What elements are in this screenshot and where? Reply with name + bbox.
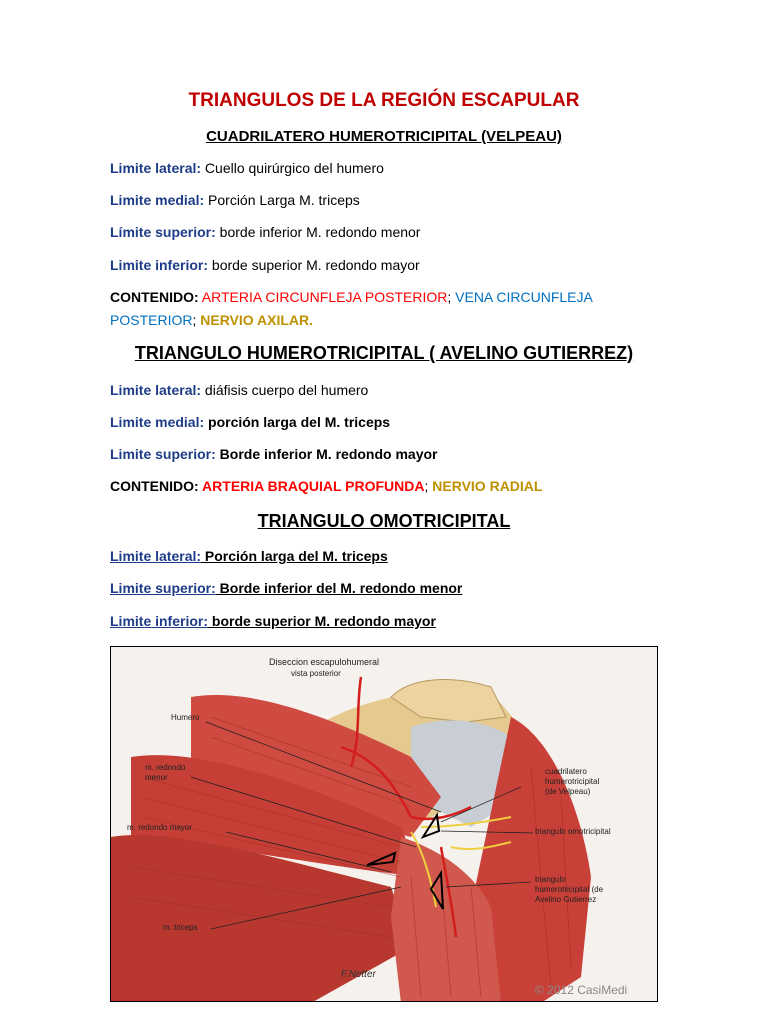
s2-medial-value: porción larga del M. triceps bbox=[204, 414, 391, 430]
s2-contenido bbox=[110, 478, 542, 494]
s1-inferior-label: Limite inferior: bbox=[110, 257, 209, 273]
label-humero: Humero bbox=[171, 713, 200, 722]
s3-superior-label: Limite superior: bbox=[110, 580, 216, 596]
label-avelino-2: humerotricipital (de bbox=[535, 885, 604, 894]
s3-lateral bbox=[110, 548, 388, 564]
s1-superior bbox=[110, 224, 420, 240]
s3-superior-value: Borde inferior del M. redondo menor bbox=[215, 580, 463, 596]
s2-medial bbox=[110, 414, 390, 430]
label-redondo-mayor: m. redondo mayor bbox=[127, 823, 192, 832]
signature: F.Netter bbox=[341, 969, 376, 980]
label-redondo-menor-1: m. redondo bbox=[145, 763, 186, 772]
s1-contenido-line2 bbox=[110, 312, 313, 328]
s1-superior-value: borde inferior M. redondo menor bbox=[215, 224, 421, 240]
label-redondo-menor-2: menor bbox=[145, 773, 168, 782]
section-heading-velpeau: CUADRILATERO HUMEROTRICIPITAL (VELPEAU) bbox=[206, 128, 562, 145]
copyright: © 2012 CasiMedi bbox=[535, 983, 628, 997]
s1-medial bbox=[110, 192, 360, 208]
s2-lateral bbox=[110, 382, 368, 398]
s3-lateral-label: Limite lateral: bbox=[110, 548, 202, 564]
s1-medial-value: Porción Larga M. triceps bbox=[204, 192, 360, 208]
s1-sep1: ; bbox=[447, 289, 456, 305]
s2-sep: ; bbox=[424, 478, 433, 494]
s1-vein-2: POSTERIOR bbox=[110, 312, 193, 328]
s2-superior bbox=[110, 446, 438, 462]
s1-vein-1: VENA CIRCUNFLEJA bbox=[455, 289, 593, 305]
label-cuadrilatero-2: humerotricipital bbox=[545, 777, 600, 786]
s2-nerve: NERVIO RADIAL bbox=[432, 478, 543, 494]
s3-inferior-label: Limite inferior: bbox=[110, 613, 209, 629]
label-avelino-1: triangulo bbox=[535, 875, 566, 884]
page-title: TRIANGULOS DE LA REGIÓN ESCAPULAR bbox=[188, 90, 580, 111]
figure-title-2: vista posterior bbox=[291, 669, 341, 678]
label-cuadrilatero-3: (de Velpeau) bbox=[545, 787, 591, 796]
section-heading-omotricipital: TRIANGULO OMOTRICIPITAL bbox=[257, 511, 511, 531]
s2-lateral-value: diáfisis cuerpo del humero bbox=[201, 382, 369, 398]
s1-inferior-value: borde superior M. redondo mayor bbox=[208, 257, 420, 273]
s1-lateral-label: Limite lateral: bbox=[110, 160, 202, 176]
s3-superior bbox=[110, 580, 462, 596]
s3-inferior bbox=[110, 613, 436, 629]
s1-lateral bbox=[110, 160, 384, 176]
s3-lateral-value: Porción larga del M. triceps bbox=[201, 548, 388, 564]
s2-contenido-label: CONTENIDO: bbox=[110, 478, 199, 494]
s2-superior-value: Borde inferior M. redondo mayor bbox=[215, 446, 438, 462]
s2-medial-label: Limite medial: bbox=[110, 414, 205, 430]
s1-nerve: NERVIO AXILAR. bbox=[200, 312, 314, 328]
label-omotricipital: triangulo omotricipital bbox=[535, 827, 611, 836]
figure-title-1: Diseccion escapulohumeral bbox=[269, 657, 380, 667]
s1-inferior bbox=[110, 257, 420, 273]
label-cuadrilatero-1: cuadrilatero bbox=[545, 767, 587, 776]
s1-medial-label: Limite medial: bbox=[110, 192, 205, 208]
label-avelino-3: Avelino Gutierrez bbox=[535, 895, 597, 904]
s1-superior-label: Límite superior: bbox=[110, 224, 216, 240]
s1-lateral-value: Cuello quirúrgico del humero bbox=[201, 160, 384, 176]
s1-contenido-label: CONTENIDO: bbox=[110, 289, 199, 305]
s1-contenido-line1 bbox=[110, 289, 593, 305]
s2-lateral-label: Limite lateral: bbox=[110, 382, 202, 398]
anatomy-figure bbox=[110, 646, 658, 1002]
s2-artery: ARTERIA BRAQUIAL PROFUNDA bbox=[198, 478, 425, 494]
s1-artery: ARTERIA CIRCUNFLEJA POSTERIOR bbox=[198, 289, 448, 305]
section-heading-avelino: TRIANGULO HUMEROTRICIPITAL ( AVELINO GUTIERREZ) bbox=[134, 343, 634, 363]
s3-inferior-value: borde superior M. redondo mayor bbox=[208, 613, 436, 629]
label-triceps: m. triceps bbox=[163, 923, 198, 932]
s1-sep2: ; bbox=[192, 312, 201, 328]
s2-superior-label: Limite superior: bbox=[110, 446, 216, 462]
anatomy-illustration bbox=[111, 647, 658, 1002]
